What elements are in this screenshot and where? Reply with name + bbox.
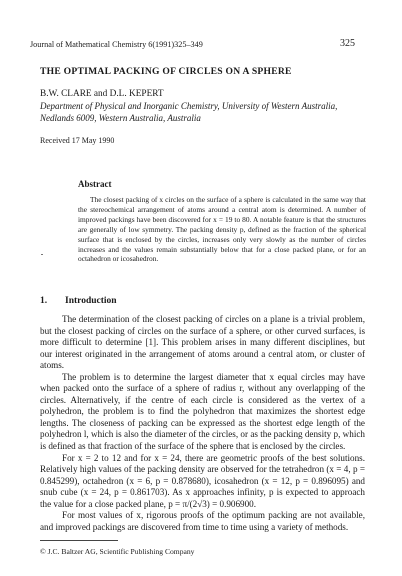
margin-mark — [41, 254, 43, 255]
paper-title: THE OPTIMAL PACKING OF CIRCLES ON A SPHERE — [40, 66, 292, 77]
footnote-rule — [40, 540, 118, 541]
abstract-heading: Abstract — [78, 179, 112, 189]
paragraph: The determination of the closest packing of circles on a plane is a trivial problem, but the closest packing of circles on the surface of a sphere, or other curved surfaces, is more difficult to determine [1]. This problem arises in many different disciplines, but our interest originated in the arrangement of atoms around a central atom, or cluster of atoms. — [40, 314, 365, 371]
paragraph: The problem is to determine the largest diameter that x equal circles may have when packed onto the surface of a sphere of radius r, without any overlapping of the circles. Alternatively, if the centre of each circle is considered as the vertex of a polyhedron, the problem is to find the polyhedron that maximizes the shortest edge lengths. The closeness of packing can be expressed as the shortest edge length of the polyhedron l, which is also the diameter of the circles, or as the packing density p, which is defined as that fraction of the surface of the sphere that is enclosed by the circles. — [40, 371, 365, 452]
abstract-text: The closest packing of x circles on the surface of a sphere is calculated in the same way that the stereochemical arrangement of atoms around a central atom is determined. A number of improved packings have been discovered for x = 19 to 80. A notable feature is that the structures are generally of low symmetry. The packing density p, defined as the fraction of the spherical surface that is enclosed by the circles, increases only very slowly as the number of circles increases and the values remain substantially below that for a close packed plane, or for an octahedron or icosahedron. — [78, 195, 366, 264]
authors: B.W. CLARE and D.L. KEPERT — [40, 89, 164, 99]
body-text — [40, 314, 365, 533]
paragraph: For x = 2 to 12 and for x = 24, there are geometric proofs of the best solutions. Relatively high values of the packing density are observed for the tetrahedron (x = 4, p = 0.845299), octahedron (x = 6, p = 0.878680), icosahedron (x = 12, p = 0.896095) and snub cube (x = 24, p = 0.861703). As x approaches infinity, p is expected to approach the value for a close packed plane, p = π/(2√3) = 0.906900. — [40, 452, 365, 509]
journal-citation: Journal of Mathematical Chemistry 6(1991)325–349 — [30, 40, 203, 49]
section-title: Introduction — [65, 296, 117, 306]
section-number: 1. — [40, 296, 48, 306]
affiliation: Department of Physical and Inorganic Chemistry, University of Western Australia, Nedlands 6009, Western Australia, Australia — [40, 101, 338, 123]
page-number: 325 — [340, 38, 355, 49]
received-date: Received 17 May 1990 — [40, 136, 115, 145]
copyright-notice: © J.C. Baltzer AG, Scientific Publishing Company — [40, 547, 195, 556]
paragraph: For most values of x, rigorous proofs of the optimum packing are not available, and improved packings are discovered from time to time using a variety of methods. — [40, 510, 365, 532]
